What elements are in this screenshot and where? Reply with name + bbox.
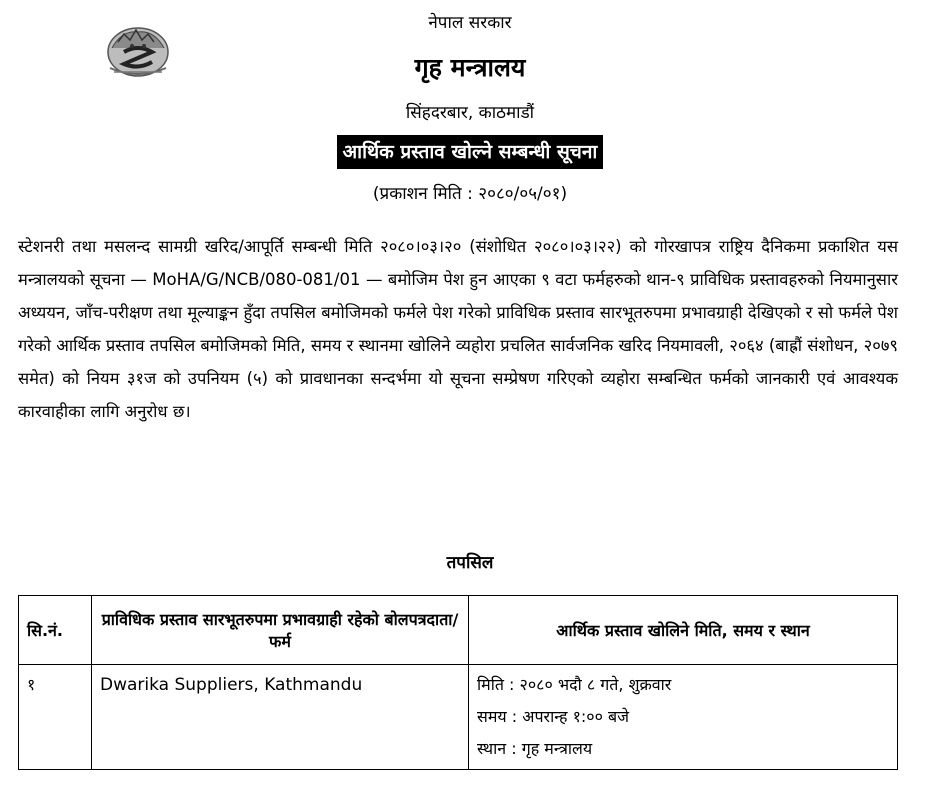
schedule-date: मिति : २०८० भदौ ८ गते, शुक्रवार <box>477 675 672 694</box>
serial-header: सि.नं. <box>19 596 92 665</box>
table-row <box>19 665 898 770</box>
schedule-place: स्थान : गृह मन्त्रालय <box>477 739 593 758</box>
firm-header: प्राविधिक प्रस्ताव सारभूतरुपमा प्रभावग्राही रहेको बोलपत्रदाता/फर्म <box>92 596 469 665</box>
schedule-time: समय : अपरान्ह १:०० बजे <box>477 707 630 726</box>
ministry-name: गृह मन्त्रालय <box>414 53 526 82</box>
ministry-address: सिंहदरबार, काठमाडौं <box>405 103 535 123</box>
table-header-row <box>19 596 898 665</box>
government-name: नेपाल सरकार <box>428 13 512 33</box>
row-serial: १ <box>19 665 92 770</box>
row-schedule <box>469 665 898 770</box>
schedule-header: आर्थिक प्रस्ताव खोलिने मिति, समय र स्थान <box>469 596 898 665</box>
publication-date: (प्रकाशन मिति : २०८०/०५/०१) <box>372 184 568 204</box>
row-firm: Dwarika Suppliers, Kathmandu <box>92 665 469 770</box>
tapsil-heading: तपसिल <box>446 553 494 573</box>
notice-title: आर्थिक प्रस्ताव खोल्ने सम्बन्धी सूचना <box>337 135 604 169</box>
notice-title-wrap <box>0 135 940 169</box>
notice-body-paragraph: स्टेशनरी तथा मसलन्द सामग्री खरिद/आपूर्ति सम्बन्धी मिति २०८०।०३।२० (संशोधित २०८०।०३।२२) को गोरखापत्र राष्ट्रिय दैनिकमा प्रकाशित यस मन्त्रालयको सूचना — MoHA/G/NCB/080-081/01 — बमोजिम पेश हुन आएका ९ वटा फर्महरुको थान-९ प्राविधिक प्रस्तावहरुको नियमानुसार अध्ययन, जाँच-परीक्षण तथा मूल्याङ्कन हुँदा तपसिल बमोजिमको फर्मले पेश गरेको प्राविधिक प्रस्ताव सारभूतरुपमा प्रभावग्राही देखिएको र सो फर्मले पेश गरेको आर्थिक प्रस्ताव तपसिल बमोजिमको मिति, समय र स्थानमा खोलिने व्यहोरा प्रचलित सार्वजनिक खरिद नियमावली, २०६४ (बाह्रौं संशोधन, २०७९ समेत) को नियम ३१ज को उपनियम (५) को प्रावधानका सन्दर्भमा यो सूचना सम्प्रेषण गरिएको व्यहोरा सम्बन्धित फर्मको जानकारी एवं आवश्यक कारवाहीका लागि अनुरोध छ। <box>18 237 898 421</box>
tapsil-table <box>18 595 898 770</box>
